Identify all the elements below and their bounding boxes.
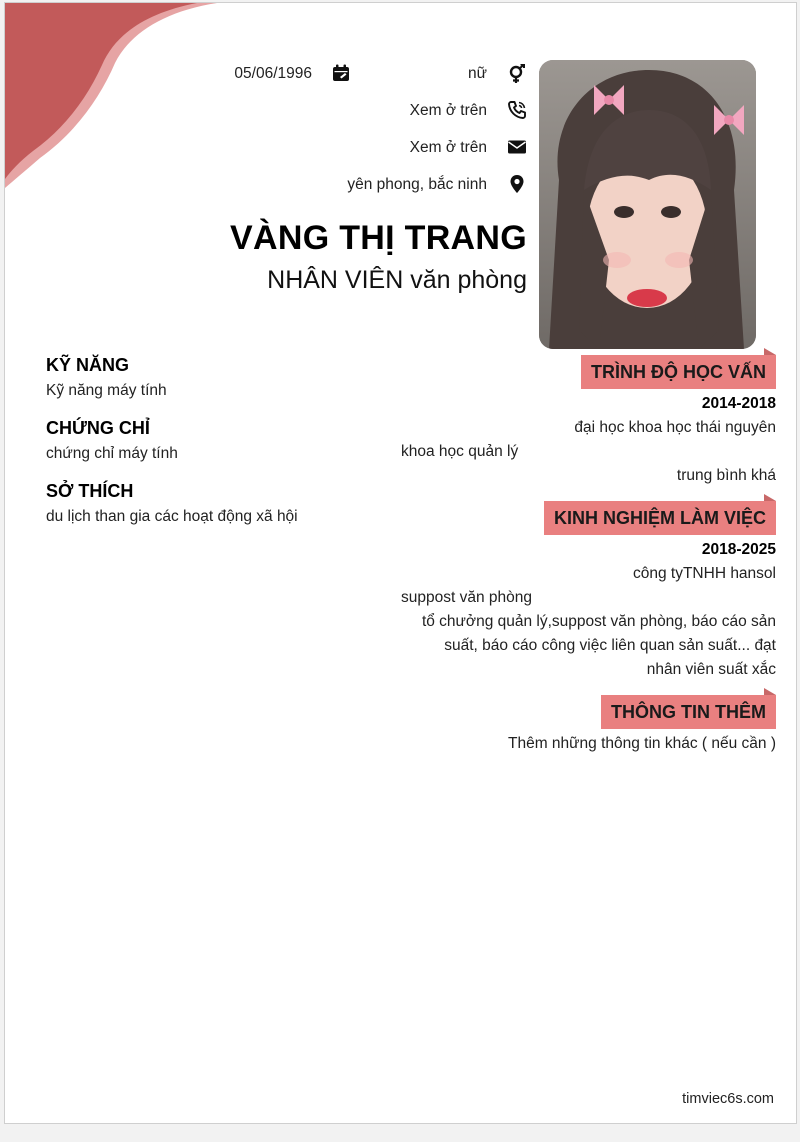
hobbies-text: du lịch than gia các hoạt động xã hội bbox=[46, 508, 298, 525]
gender-text: nữ bbox=[468, 65, 487, 82]
extra-heading: THÔNG TIN THÊM bbox=[601, 695, 776, 729]
skills-text: Kỹ năng máy tính bbox=[46, 382, 167, 399]
portrait-illustration bbox=[539, 60, 756, 349]
phone-icon bbox=[507, 100, 527, 120]
experience-period: 2018-2025 bbox=[701, 541, 776, 558]
location-pin-icon bbox=[507, 174, 527, 194]
education-grade: trung bình khá bbox=[676, 467, 776, 484]
experience-company: công tyTNHH hansol bbox=[632, 565, 776, 582]
education-period: 2014-2018 bbox=[701, 395, 776, 412]
phone-text: Xem ở trên bbox=[409, 102, 487, 119]
email-text: Xem ở trên bbox=[409, 139, 487, 156]
certificates-heading: CHỨNG CHỈ bbox=[46, 418, 150, 438]
hobbies-heading: SỞ THÍCH bbox=[46, 481, 134, 501]
extra-tag-flap bbox=[764, 688, 776, 695]
profile-photo bbox=[539, 60, 756, 349]
cv-page bbox=[4, 2, 797, 1124]
calendar-icon bbox=[331, 63, 351, 83]
experience-desc-line-2: suất, báo cáo công việc liên quan sản suất... đạt bbox=[444, 637, 776, 654]
certificates-text: chứng chỉ máy tính bbox=[46, 445, 178, 462]
full-name: VÀNG THỊ TRANG bbox=[230, 219, 527, 257]
experience-heading: KINH NGHIỆM LÀM VIỆC bbox=[544, 501, 776, 535]
experience-desc-line-1: tổ chưởng quản lý,suppost văn phòng, báo cáo sản bbox=[421, 613, 776, 630]
education-tag-flap bbox=[764, 348, 776, 355]
education-major: khoa học quản lý bbox=[401, 443, 519, 460]
experience-tag-flap bbox=[764, 494, 776, 501]
skills-heading: KỸ NĂNG bbox=[46, 355, 130, 375]
envelope-icon bbox=[507, 137, 527, 157]
extra-text: Thêm những thông tin khác ( nếu cần ) bbox=[507, 735, 776, 752]
birthday-text: 05/06/1996 bbox=[234, 65, 312, 82]
experience-desc-line-3: nhân viên suất xắc bbox=[646, 661, 776, 678]
gender-icon bbox=[507, 64, 527, 84]
address-text: yên phong, bắc ninh bbox=[347, 176, 487, 193]
experience-position: suppost văn phòng bbox=[401, 589, 532, 606]
education-school: đại học khoa học thái nguyên bbox=[574, 419, 776, 436]
education-heading: TRÌNH ĐỘ HỌC VẤN bbox=[581, 355, 776, 389]
corner-decoration bbox=[5, 3, 225, 193]
job-title: NHÂN VIÊN văn phòng bbox=[267, 266, 527, 294]
footer-site: timviec6s.com bbox=[682, 1091, 774, 1107]
